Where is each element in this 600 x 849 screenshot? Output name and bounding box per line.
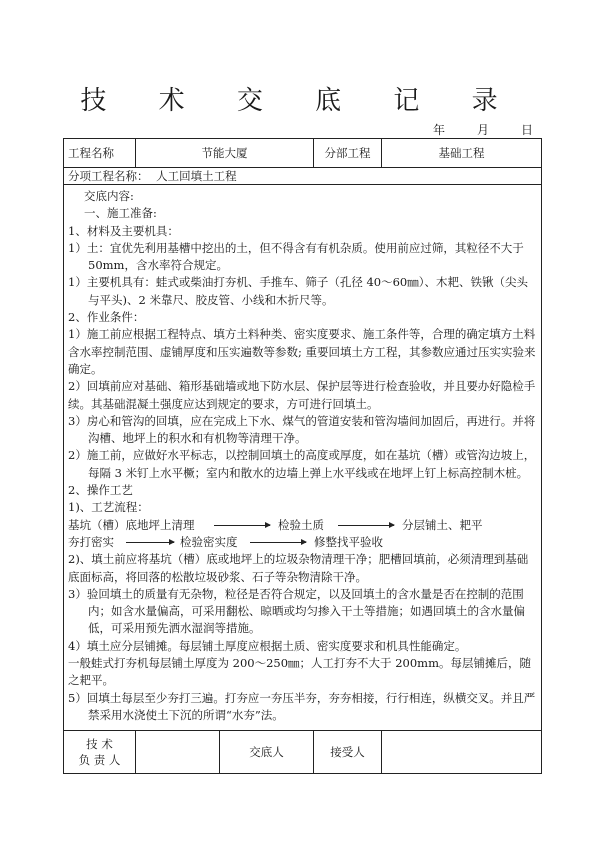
project-name-label: 工程名称 — [64, 139, 136, 168]
division-label: 分部工程 — [314, 139, 382, 168]
division-value: 基础工程 — [382, 139, 542, 168]
tech-lead-line: 负 责 人 — [78, 753, 121, 768]
subitem-value: 人工回填土工程 — [156, 169, 237, 183]
flow-step: 夯打密实 — [68, 534, 114, 549]
receiver-label: 接受人 — [314, 731, 382, 774]
content-cell — [64, 185, 542, 731]
project-row — [64, 139, 542, 168]
content-line: 1）施工前应根据工程特点、填方土料种类、密实度要求、施工条件等，合理的确定填方土料含水率控制范围、虚铺厚度和压实遍数等参数; 重要回填土方工程，其参数应通过压实实验来确定。 — [68, 327, 536, 376]
subitem-row — [64, 168, 542, 185]
content-line: 3）验回填土的质量有无杂物，粒径是否符合规定，以及回填土的含水量是否在控制的范围内；如含水量偏高，可采用翻松、晾晒或均匀掺入干土等措施；如遇回填土的含水量偏低，可采用预先洒水湿润等措施。 — [68, 586, 525, 636]
date-month-label: 月 — [477, 123, 490, 137]
content-line: 2、操作工艺 — [68, 483, 133, 498]
record-table — [63, 138, 542, 774]
receiver-signature[interactable] — [382, 731, 542, 774]
signature-row — [64, 731, 542, 774]
arrow-right-icon — [126, 542, 174, 543]
subitem-label: 分项工程名称： — [68, 169, 149, 183]
arrow-right-icon — [250, 542, 306, 543]
content-line: 1）土：宜优先利用基槽中挖出的土，但不得含有有机杂质。使用前应过筛，其粒径不大于 50mm，含水率符合规定。 — [68, 240, 524, 273]
content-line: 1)、工艺流程： — [68, 500, 149, 515]
content-row — [64, 185, 542, 731]
content-line: 3）房心和管沟的回填，应在完成上下水、煤气的管道安装和管沟墙间加固后，再进行。并将沟槽、地坪上的积水和有机物等清理干净。 — [68, 413, 536, 446]
tech-lead-label — [64, 731, 136, 774]
arrow-right-icon — [338, 525, 394, 526]
flow-step: 检验密实度 — [180, 534, 238, 549]
flow-step: 分层铺土、耙平 — [402, 517, 483, 532]
flow-step: 基坑（槽）底地坪上清理 — [68, 517, 195, 532]
page-title: 技 术 交 底 记 录 — [80, 86, 520, 116]
content-line: 5）回填土每层至少夯打三遍。打夯应一夯压半夯，夯夯相接，行行相连，纵横交叉。并且严禁采用水浇使土下沉的所谓“水夯”法。 — [68, 690, 536, 722]
content-line: 2）回填前应对基础、箱形基础墙或地下防水层、保护层等进行检查验收，并且要办好隐检手续。其基础混凝土强度应达到规定的要求，方可进行回填土。 — [68, 379, 536, 411]
content-line: 一般蛙式打夯机每层铺土厚度为 200～250㎜；人工打夯不大于 200mm。每层铺摊后，随之耙平。 — [68, 656, 531, 688]
flow-step: 修整找平验收 — [314, 534, 383, 549]
tech-lead-signature[interactable] — [136, 731, 220, 774]
content-line: 2）施工前，应做好水平标志，以控制回填土的高度或厚度，如在基坑（槽）或管沟边坡上，每隔 3 米钉上水平橛；室内和散水的边墙上弹上水平线或在地坪上钉上标高控制木桩。 — [68, 448, 536, 480]
content-line: 1、材料及主要机具： — [68, 223, 179, 238]
tech-lead-line: 技 术 — [86, 737, 113, 752]
flow-step: 检验土质 — [278, 517, 324, 532]
project-name-value: 节能大厦 — [136, 139, 314, 168]
content-line: 一、施工准备: — [84, 206, 157, 221]
date-year-label: 年 — [433, 123, 446, 137]
process-flow-row-2 — [68, 534, 537, 551]
content-line: 2)、填土前应将基坑（槽）底或地坪上的垃圾杂物清理干净；肥槽回填前，必须清理到基础底面标高，将回落的松散垃圾砂浆、石子等杂物清除干净。 — [68, 552, 529, 584]
content-line: 4）填土应分层铺摊。每层铺土厚度应根据土质、密实度要求和机具性能确定。 — [68, 638, 467, 653]
content-label: 交底内容: — [84, 189, 134, 203]
date-day-label: 日 — [521, 123, 534, 137]
arrow-right-icon — [214, 525, 270, 526]
content-line: 2、作业条件： — [68, 310, 145, 325]
discloser-label: 交底人 — [220, 731, 314, 774]
process-flow-row-1 — [68, 517, 537, 534]
content-line: 1）主要机具有：蛙式或柴油打夯机、手推车、筛子（孔径 40～60㎜）、木耙、铁锹（尖头与平头)、2 米靠尺、胶皮管、小线和木折尺等。 — [68, 275, 528, 307]
